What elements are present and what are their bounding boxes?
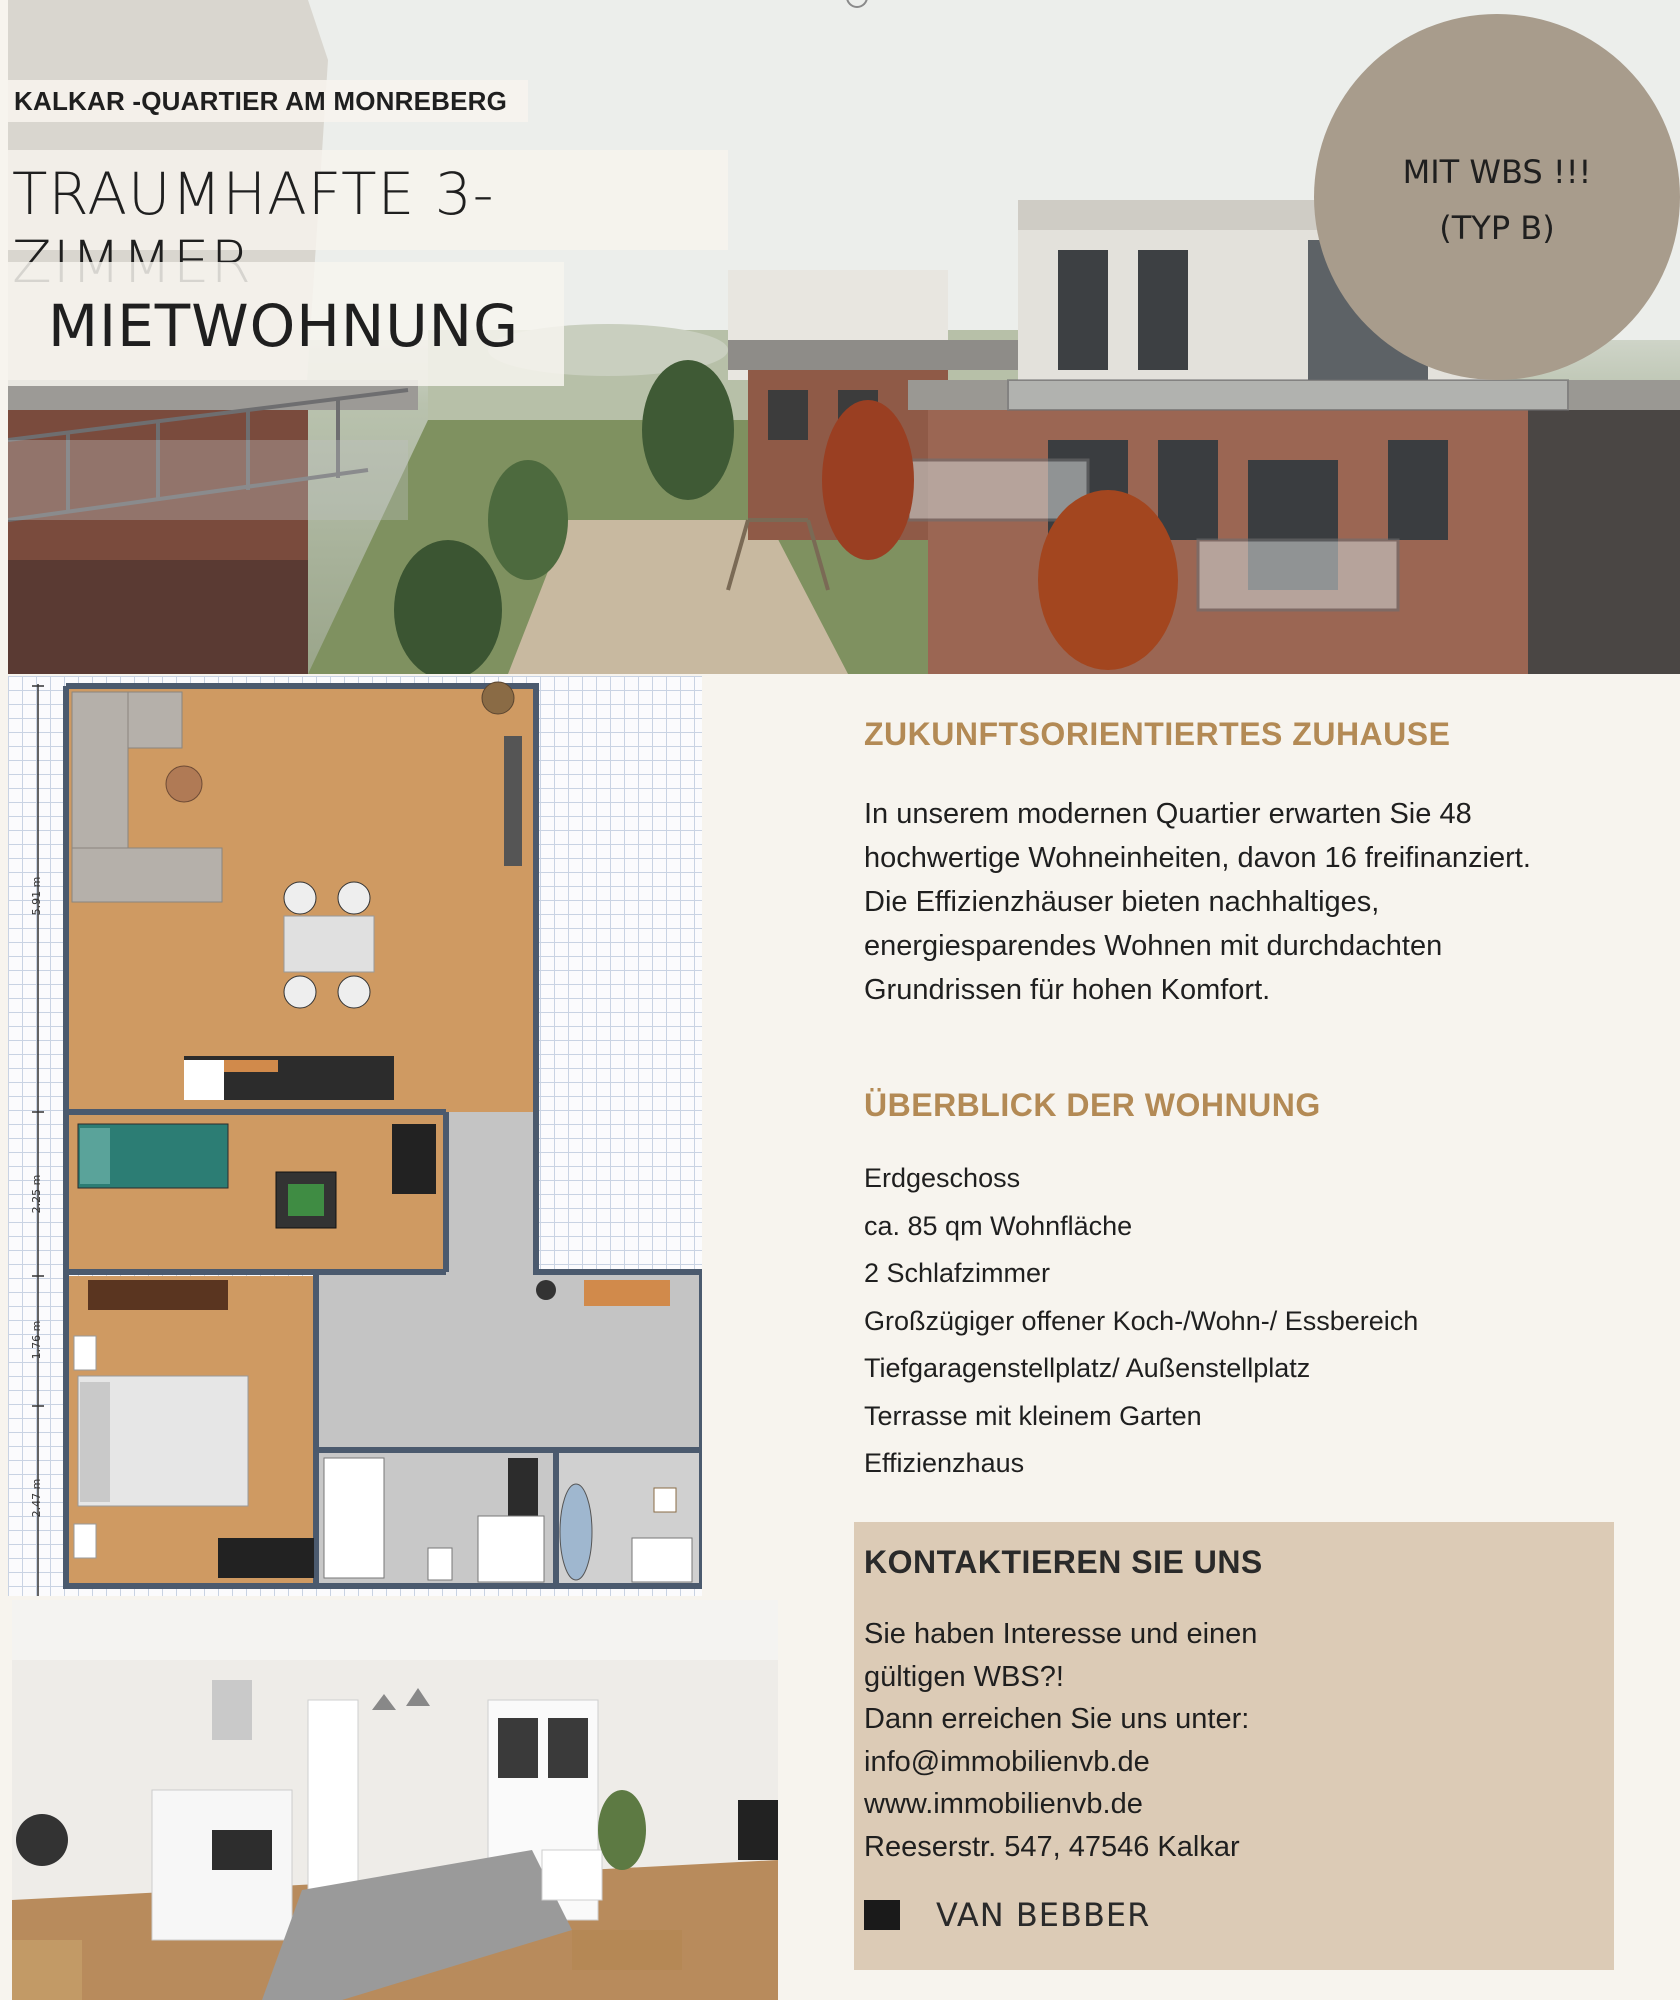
overview-item: Erdgeschoss (864, 1163, 1021, 1193)
intro-line: In unserem modernen Quartier erwarten Sie 48 (864, 798, 1472, 830)
overview-item: ca. 85 qm Wohnfläche (864, 1210, 1133, 1241)
floor-plan-drawing (8, 676, 702, 1596)
dimension-label-3: 1.76 m (30, 1320, 43, 1360)
contact-line: gültigen WBS?! (864, 1660, 1064, 1693)
intro-paragraph (864, 792, 1624, 1012)
intro-line: Grundrissen für hohen Komfort. (864, 974, 1271, 1006)
intro-line: Die Effizienzhäuser bieten nachhaltiges, (864, 886, 1380, 918)
dimension-label-1: 5.91 m (30, 876, 43, 916)
badge-line2: (TYP B) (1439, 209, 1555, 247)
dimension-label-4: 2.47 m (30, 1478, 43, 1518)
page-title-line2: MIETWOHNUNG (8, 262, 564, 386)
living-room-image (12, 1600, 778, 2000)
contact-address: Reeserstr. 547, 47546 Kalkar (864, 1830, 1240, 1863)
intro-line: energiesparendes Wohnen mit durchdachten (864, 930, 1443, 962)
overview-item: Großzügiger offener Koch-/Wohn-/ Essbereich (864, 1305, 1419, 1336)
contact-website[interactable]: www.immobilienvb.de (864, 1788, 1143, 1820)
contact-box (854, 1522, 1614, 1970)
badge-line1: MIT WBS !!! (1402, 153, 1592, 191)
contact-line: Dann erreichen Sie uns unter: (864, 1703, 1250, 1735)
brand-name: VAN BEBBER (936, 1896, 1151, 1934)
overview-heading: ÜBERBLICK DER WOHNUNG (864, 1087, 1321, 1123)
page-title-line1: TRAUMHAFTE 3- (8, 150, 728, 250)
contact-line: Sie haben Interesse und einen (864, 1618, 1258, 1650)
intro-heading: ZUKUNFTSORIENTIERTES ZUHAUSE (864, 716, 1451, 752)
wbs-badge (1314, 14, 1680, 380)
overview-item: 2 Schlafzimmer (864, 1258, 1051, 1288)
contact-heading: KONTAKTIEREN SIE UNS (864, 1544, 1263, 1580)
overview-item: Tiefgaragenstellplatz/ Außenstellplatz (864, 1353, 1311, 1383)
interior-photo (12, 1600, 778, 2000)
overview-item: Effizienzhaus (864, 1448, 1025, 1478)
intro-line: hochwertige Wohneinheiten, davon 16 freifinanziert. (864, 842, 1531, 874)
location-kicker: KALKAR -QUARTIER AM MONREBERG (8, 80, 528, 122)
floor-plan (8, 676, 702, 1596)
brand-square-icon (864, 1900, 900, 1930)
brand-logo (864, 1896, 1150, 1934)
overview-item: Terrasse mit kleinem Garten (864, 1400, 1202, 1431)
contact-lines (864, 1613, 1614, 1868)
contact-email[interactable]: info@immobilienvb.de (864, 1745, 1150, 1778)
dimension-label-2: 2.25 m (30, 1174, 43, 1214)
overview-list (864, 1155, 1624, 1488)
